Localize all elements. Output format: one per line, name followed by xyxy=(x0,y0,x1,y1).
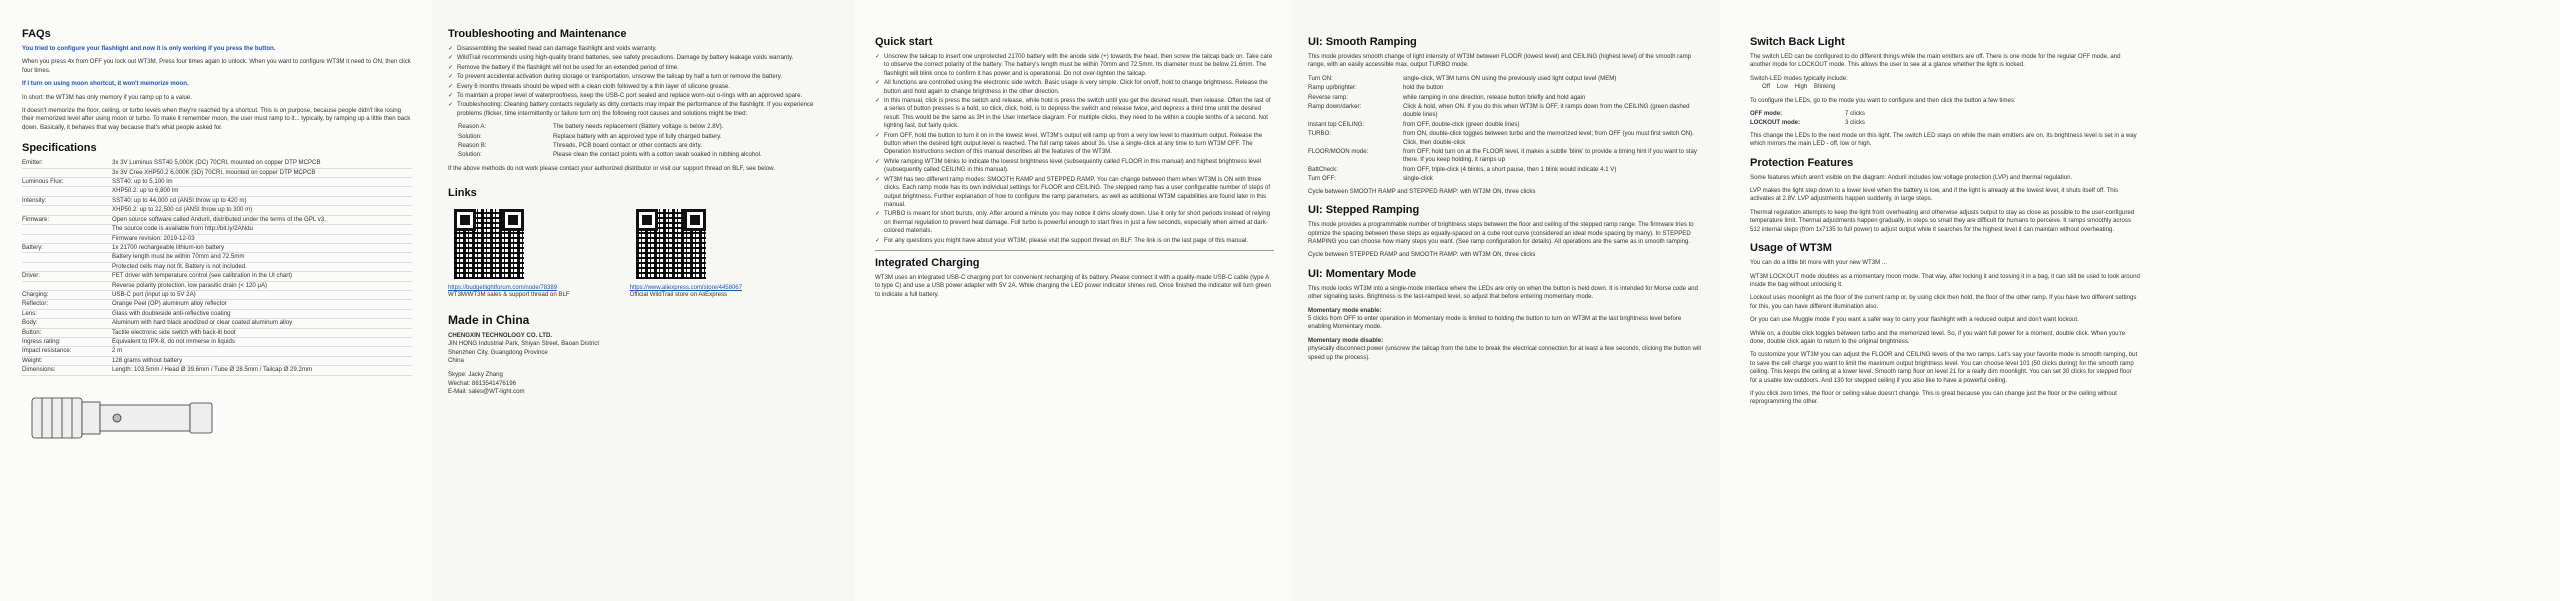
momentary-enable: 5 clicks from OFF to enter operation in Momentary mode is limited to holding the button to turn on WT3M at the last brightness level before enabling Momentary mode. xyxy=(1308,314,1682,331)
protection-p2: LVP makes the light step down to a lower level when the battery is low, and if the light is already at the lowest level, it shuts itself off. This activates at 2.8V. LVP adjustments happen suddenly, in large steps. xyxy=(1750,187,2119,203)
trouble-reasons xyxy=(448,123,839,160)
usage-p5: While on, a double click toggles between turbo and the memorized level. So, if you want full power for a moment, double click. When you're done, double click again to return to the original brightness. xyxy=(1750,329,2126,345)
smooth-key: Instant top CEILING: xyxy=(1308,120,1365,128)
spec-row xyxy=(22,329,412,338)
spec-key: Body: xyxy=(22,319,38,327)
contact-wechat: Wechat: 8613541476196 xyxy=(448,379,516,387)
spec-value: Orange Peel (OP) aluminum alloy reflector xyxy=(112,300,227,308)
spec-key xyxy=(22,225,112,233)
stepped-text: This mode provides a programmable number of brightness steps between the floor and ceiling of the stepped ramp range. The firmware tries to optimize the spacing between these steps as equally-spaced on a cube root curve (considered an ideal mode spacing by many). In STEPPED RAMPING you can choose how many steps you want. (See ramp configuration for details). All operations are the same as in smooth ramping. xyxy=(1308,221,1694,245)
faq-answer-1: When you press 4x from OFF you lock out WT3M. Press four times again to unlock. When you want to configure WT3M it need to ON, then click four times. xyxy=(22,58,411,74)
spec-row xyxy=(22,319,412,328)
page-ui-modes xyxy=(1292,0,1720,601)
spec-row xyxy=(22,291,412,300)
divider xyxy=(875,250,1274,251)
smooth-key: Ramp down/darker: xyxy=(1308,103,1362,111)
spec-value: Reverse polarity protection, low parasitic drain (< 120 μA) xyxy=(112,281,268,289)
spec-key: Luminous Flux: xyxy=(22,178,64,186)
smooth-title: UI: Smooth Ramping xyxy=(1308,36,1417,48)
smooth-row xyxy=(1308,148,1702,165)
switchlight-configure: To configure the LEDs, go to the mode you want to configure and then click the button a few times: xyxy=(1750,96,2016,104)
link-blf[interactable]: https://budgetlightforum.com/node/78389 xyxy=(448,285,558,292)
usage-p4: Or you can use Muggle mode if you want a safer way to carry your flashlight with a reduced output and don't want lockout. xyxy=(1750,316,2079,324)
spec-value: 128 grams without battery xyxy=(112,356,183,364)
spec-value: Length: 103.5mm / Head Ø 39.6mm / Tube Ø 28.5mm / Tailcap Ø 29.2mm xyxy=(112,366,313,374)
smooth-key: BattCheck: xyxy=(1308,165,1338,173)
spec-row xyxy=(22,282,412,291)
switchlight-lockout-row: LOCKOUT mode: 3 clicks xyxy=(1750,119,1865,127)
spec-row xyxy=(22,366,412,375)
spec-row xyxy=(22,244,412,253)
smooth-row xyxy=(1308,75,1702,83)
qr-code-aliexpress[interactable] xyxy=(636,209,706,279)
smooth-row xyxy=(1308,166,1702,174)
trouble-item: ✓ Every 6 months threads should be wiped with a clean cloth followed by a thin layer of silicone grease. xyxy=(457,83,839,91)
protection-p3: Thermal regulation attempts to keep the light from overheating and otherwise adjusts output to stay as close as possible to the user-configured temperature limit. Thermal adjustments happen gradually, in steps so small they are difficult for humans to perceive. It ramps smoothly across 512 internal steps (from 1x7135 to full power) to adjust output while it searches for the highest level it can maintain without overheating. xyxy=(1750,208,2135,233)
faq-answer-2: In short: the WT3M has only memory if you ramp up to a value. xyxy=(22,93,193,101)
spec-row xyxy=(22,225,412,234)
links-title: Links xyxy=(448,187,477,200)
link-aliexpress-caption: Official WildTrail store on AliExpress xyxy=(629,291,728,299)
page-troubleshooting xyxy=(432,0,855,601)
spec-key: Driver: xyxy=(22,272,40,280)
contact-skype: Skype: Jacky Zhang xyxy=(448,371,503,379)
stepped-cycle: Cycle between STEPPED RAMP and SMOOTH RAMP: with WT3M ON, three clicks xyxy=(1308,251,1536,259)
page-faq-specs xyxy=(0,0,432,601)
smooth-key: Turn OFF: xyxy=(1308,175,1336,183)
quickstart-item: ✓ While ramping WT3M blinks to indicate the lowest brightness level (subsequently called FLOOR in this manual) and highest brightness level (subsequently called CEILING in this manual). xyxy=(884,158,1274,175)
switchlight-modes: Off Low High Blinking xyxy=(1762,83,1836,91)
smooth-key: Ramp up/brighter: xyxy=(1308,84,1357,92)
trouble-title: Troubleshooting and Maintenance xyxy=(448,28,627,40)
reason-row xyxy=(458,133,839,141)
usage-p3: Lockout uses moonlight as the floor of the current ramp or, by using click then hold, the floor of the other ramp. If you have two different settings for this, you can have different illumination also. xyxy=(1750,294,2137,310)
spec-row xyxy=(22,159,412,168)
trouble-item: ✓ Remove the battery if the flashlight will not be used for an extended period of time. xyxy=(457,64,839,72)
spec-value: FET driver with temperature control (see calibration in the UI chart) xyxy=(112,272,293,280)
smooth-cycle: Cycle between SMOOTH RAMP and STEPPED RAMP: with WT3M ON, three clicks xyxy=(1308,187,1536,195)
trouble-item: ✓ To maintain a proper level of waterproofness, keep the USB-C port sealed and replace worn-out o-rings with an approved spare. xyxy=(457,92,839,100)
trouble-item: ✓ Troubleshooting: Cleaning battery contacts regularly as dirty contacts may impair the performance of the flashlight. If you experience problems (flicker, time intermittently or failure turn on) the following root causes and solutions might be tried: xyxy=(457,101,839,118)
page-features xyxy=(1720,0,2560,601)
smooth-value: from OFF, hold turn on at the FLOOR level, it makes a subtle 'blink' to provide a timing hint if you want to stay there. If you keep holding, it ramps up xyxy=(1403,148,1697,164)
spec-value: 3x 3V Luminus SST40 5,000K (DC) 70CRI, mounted on copper DTP MCPCB xyxy=(112,159,321,167)
switchlight-modes-title: Switch-LED modes typically include: xyxy=(1750,74,1848,82)
address-line-2: Shenzhen City, Guangdong Province xyxy=(448,348,548,356)
momentary-disable: physically disconnect power (unscrew the tailcap from the tube to break the electrical connection for at least a few seconds, clicking the button will speed up the process). xyxy=(1308,345,1701,361)
spec-key xyxy=(22,187,112,195)
quickstart-item: ✓ TURBO is meant for short bursts, only. After around a minute you may notice it dims slowly down. Use it only for short periods instead of relying on thermal regulation to prevent heat damage. Full turbo is powerful enough to start fires in just a few seconds, especially when aimed at dark-colored materials. xyxy=(884,210,1274,235)
reason-row xyxy=(458,142,839,150)
qr-code-blf[interactable] xyxy=(454,209,524,279)
reason-value: Threads, PCB board contact or other contacts are dirty. xyxy=(553,142,702,150)
spec-key: Weight: xyxy=(22,356,43,364)
trouble-item: ✓ WildTrail recommends using high-quality brand batteries, see safety precautions. Damage by battery leakage voids warranty. xyxy=(457,54,839,62)
protection-title: Protection Features xyxy=(1750,156,1854,169)
charging-text: WT3M uses an integrated USB-C charging port for convenient recharging of its battery. Please connect it with a quality-made USB-C cable (type A to type C) and use a USB power adapter with 5V 2A. While charging the LED power indicator shines red. Once finished the indicator will turn green to indicate a full battery. xyxy=(875,273,1271,298)
spec-value: Firmware revision: 2019-12-03 xyxy=(112,234,195,242)
spec-row xyxy=(22,235,412,244)
spec-row xyxy=(22,197,412,206)
smooth-key: TURBO: xyxy=(1308,130,1332,138)
spec-value: XHP50.2: up to 22,500 cd (ANSI throw up to 300 m) xyxy=(112,206,253,214)
spec-value: Protected cells may not fit. Battery is not included. xyxy=(112,262,247,270)
reason-row xyxy=(458,123,839,131)
spec-row xyxy=(22,310,412,319)
spec-value: Equivalent to IPX-8, do not immerse in liquids xyxy=(112,337,235,345)
smooth-key: FLOOR/MOON mode: xyxy=(1308,148,1369,156)
spec-row xyxy=(22,263,412,272)
spec-row xyxy=(22,253,412,262)
spec-row xyxy=(22,347,412,356)
spec-row xyxy=(22,169,412,178)
spec-row xyxy=(22,206,412,215)
contact-email: E-Mail: sales@WT-light.com xyxy=(448,388,525,396)
faq-title: FAQs xyxy=(22,28,51,40)
reason-key: Solution: xyxy=(458,151,482,159)
reason-key: Reason A: xyxy=(458,123,487,131)
spec-value: XHP50.2: up to 6,800 lm xyxy=(112,187,179,195)
spec-key: Battery: xyxy=(22,243,43,251)
spec-key: Firmware: xyxy=(22,215,50,223)
reason-key: Reason B: xyxy=(458,142,487,150)
spec-value: USB-C port (input up to 5V 2A) xyxy=(112,290,196,298)
reason-value: Please clean the contact points with a cotton swab soaked in rubbing alcohol. xyxy=(553,151,762,159)
usage-p2: WT3M LOCKOUT mode doubles as a momentary moon mode. That way, after locking it and tossing it in a bag, it can still be used to look around inside the bag without unlocking it. xyxy=(1750,272,2140,288)
spec-value: Battery length must be within 70mm and 72.5mm xyxy=(112,253,245,261)
spec-key: Ingress rating: xyxy=(22,337,61,345)
switchlight-text: The switch LED can be configured to do different things while the main emitters are off. There is one mode for the regular OFF mode, and another mode for LOCKOUT mode. This allows the user to see at a glance whether the light is locked. xyxy=(1750,53,2121,69)
stepped-title: UI: Stepped Ramping xyxy=(1308,204,1420,217)
spec-value: 1x 21700 rechargeable lithium-ion battery xyxy=(112,243,225,251)
smooth-table xyxy=(1308,75,1702,184)
spec-key: Reflector: xyxy=(22,300,49,308)
spec-key: Intensity: xyxy=(22,196,47,204)
spec-key: Dimensions: xyxy=(22,366,56,374)
spec-key: Charging: xyxy=(22,290,49,298)
spec-value: Open source software called Anduril, distributed under the terms of the GPL v3. xyxy=(112,215,326,223)
smooth-key: Turn ON: xyxy=(1308,74,1333,82)
trouble-footer: If the above methods do not work please contact your authorized distributor or visit our support thread on BLF, see below. xyxy=(448,164,775,172)
reason-row xyxy=(458,151,839,159)
smooth-row xyxy=(1308,121,1702,129)
switchlight-title: Switch Back Light xyxy=(1750,36,1845,48)
smooth-key: Reverse ramp: xyxy=(1308,93,1348,101)
quickstart-item: ✓ Unscrew the tailcap to insert one unprotected 21700 battery with the anode side (+) towards the head, then screw the tailcap back on. Take care to observe the correct polarity of the battery. The battery's length must be within 70mm and 72.5mm. Its diameter must be below 21.6mm. The flashlight will blink once to confirm it has power and is operational. Do not over-tighten the tailcap. xyxy=(884,53,1274,78)
smooth-row xyxy=(1308,130,1702,147)
momentary-text: This mode locks WT3M into a single-mode interface where the LEDs are only on when the button is held down. It is intended for Morse code and other signaling tasks. Brightness is the last-ramped level, so adjust that before entering momentary mode. xyxy=(1308,284,1698,301)
smooth-row xyxy=(1308,175,1702,183)
quickstart-title: Quick start xyxy=(875,36,933,48)
spec-key xyxy=(22,282,112,290)
smooth-value: from OFF, double-click (green double lines) xyxy=(1403,120,1520,128)
quickstart-item: ✓ For any questions you might have about your WT3M, please visit the support thread on BLF. The link is on the last page of this manual. xyxy=(884,237,1274,245)
reason-value: The battery needs replacement (Battery voltage is below 2.8V). xyxy=(553,123,724,131)
smooth-row xyxy=(1308,103,1702,120)
usage-p6: To customize your WT3M you can adjust the FLOOR and CEILING levels of the two ramps. Let's say your favorite mode is smooth ramping, but to save the cell charge you want to limit the maximum output brightness level. You can choose level 101 (50 clicks during) for the smooth ramp ceiling. This keeps the ceiling at a lower level. Smooth ramp floor on level 21 for a really dim moonlight. You can set 30 clicks for stepped floor for a usable low outdoors. And 130 for stepped ceiling if you also like to have a powerful ceiling. xyxy=(1750,351,2138,384)
flashlight-illustration xyxy=(22,384,222,454)
smooth-value: Click & hold, when ON. If you do this when WT3M is OFF, it ramps down from the CEILING (green dashed double lines) xyxy=(1403,103,1690,119)
usage-title: Usage of WT3M xyxy=(1750,242,1832,255)
spec-value: SST40: up to 44,000 cd (ANSI throw up to 420 m) xyxy=(112,196,247,204)
quickstart-item: ✓ WT3M has two different ramp modes: SMOOTH RAMP and STEPPED RAMP. You can change between them when WT3M is ON with three clicks. Each ramp mode has its own individual settings for FLOOR and CEILING. The stepped ramp has a user configurable number of steps of output brightness. Further explanation of how to configure the ramp parameters, as well as additional WT3M capabilities are found later in this manual. xyxy=(884,176,1274,210)
spec-key: Button: xyxy=(22,328,42,336)
spec-value: 3x 3V Cree XHP50.2 6,000K (3D) 70CRI, mounted on copper DTP MCPCB xyxy=(112,168,316,176)
faq-question-2: If I turn on using moon shortcut, it won't memorize moon. xyxy=(22,80,189,88)
spec-key: Lens: xyxy=(22,309,37,317)
link-blf-caption: WT3M/WT3M sales & support thread on BLF xyxy=(448,291,570,299)
spec-key xyxy=(22,263,112,271)
smooth-value: from ON, double-click toggles between turbo and the memorized level; from OFF (you must first switch ON). Click, then double-click xyxy=(1403,130,1694,146)
spec-value: Tactile electronic side switch with back-lit boot xyxy=(112,328,236,336)
usage-p7: If you click zero times, the floor or ceiling value doesn't change. This is great because you can change just the floor or the ceiling without reprogramming the other. xyxy=(1750,389,2117,406)
specs-table xyxy=(22,159,412,375)
momentary-title: UI: Momentary Mode xyxy=(1308,267,1417,280)
quickstart-item: ✓ All functions are controlled using the electronic side switch. Basic usage is very simple. Click for on/off, hold to change brightness. Release the button and hold again to change brightness in the other direction. xyxy=(884,79,1274,96)
spec-key xyxy=(22,169,112,177)
switchlight-off-row: OFF mode: 7 clicks xyxy=(1750,110,1865,118)
smooth-value: from OFF, triple-click (4 blinks, a short pause, then 1 blink would indicate 4.1 V) xyxy=(1403,165,1617,173)
spec-row xyxy=(22,216,412,225)
spec-row xyxy=(22,178,412,187)
spec-key xyxy=(22,253,112,261)
spec-value: Aluminum with hard black anodized or clear coated aluminum alloy xyxy=(112,319,293,327)
trouble-item: ✓ Disassembling the sealed head can damage flashlight and voids warranty. xyxy=(457,45,839,53)
momentary-disable-title: Momentary mode disable: xyxy=(1308,336,1384,344)
spec-value: The source code is available from http://bit.ly/2ANdu xyxy=(112,225,253,233)
spec-value: SST40: up to 5,100 lm xyxy=(112,178,173,186)
trouble-list xyxy=(448,45,839,118)
page-quickstart xyxy=(855,0,1292,601)
faq-answer-3: It doesn't memorize the floor, ceiling, or turbo levels when they're reached by a shortcut. This is on purpose, because people didn't like losing their memorized level after using moon or turbo. To make it remember moon, the user must ramp to it... typically, by ramping up a little then back down. Basically, it behaves that way because that's what people asked for. xyxy=(22,107,411,131)
spec-value: 2 m xyxy=(112,347,123,355)
spec-row xyxy=(22,338,412,347)
smooth-row xyxy=(1308,94,1702,102)
spec-key xyxy=(22,235,112,243)
smooth-row xyxy=(1308,84,1702,92)
spec-row xyxy=(22,272,412,281)
momentary-enable-title: Momentary mode enable: xyxy=(1308,306,1382,314)
address-line-1: JIN HONG Industrial Park, Shiyan Street, Baoan District xyxy=(448,340,600,348)
spec-key xyxy=(22,206,112,214)
reason-value: Replace battery with an approved type of fully charged battery. xyxy=(553,132,722,140)
spec-key: Impact resistance: xyxy=(22,347,72,355)
smooth-value: hold the button xyxy=(1403,84,1444,92)
switchlight-after: This change the LEDs to the next mode on this light. The switch LED stays on while the main emitters are on. Its brightness level is set in a way which mirrors the main LED - off, low or high. xyxy=(1750,131,2137,148)
address-line-3: China xyxy=(448,356,464,364)
spec-row xyxy=(22,300,412,309)
trouble-item: ✓ To prevent accidental activation during storage or transportation, unscrew the tailcap by half a turn or remove the battery. xyxy=(457,73,839,81)
protection-p1: Some features which aren't visible on the diagram: Anduril includes low voltage protection (LVP) and thermal regulation. xyxy=(1750,173,2073,181)
smooth-value: while ramping in one direction, release button briefly and hold again xyxy=(1403,93,1586,101)
company-name: CHENGXIN TECHNOLOGY CO. LTD. xyxy=(448,331,553,339)
quickstart-item: ✓ In this manual, click is press the switch and release, while hold is press the switch until you get the desired result, then release. Often the last of a series of button presses is a hold, so click, click, hold, is to depress the switch and release twice, and depress a third time until the desired result. This would be the same as 3H in the User Interface diagram. For multiple clicks, they need to be within a couple tenths of a second. Not lighting fast, but fairly quick. xyxy=(884,97,1274,131)
spec-key: Emitter: xyxy=(22,159,43,167)
charging-title: Integrated Charging xyxy=(875,256,980,269)
link-aliexpress[interactable]: https://www.aliexpress.com/store/4458067 xyxy=(629,285,742,292)
spec-row xyxy=(22,187,412,196)
smooth-value: single-click xyxy=(1403,175,1433,183)
made-title: Made in China xyxy=(448,312,530,327)
specs-title: Specifications xyxy=(22,142,97,155)
faq-question-1: You tried to configure your flashlight and now it is only working if you press the button. xyxy=(22,45,276,52)
quickstart-list xyxy=(875,53,1274,245)
quickstart-item: ✓ From OFF, hold the button to turn it on in the lowest level. WT3M's output will ramp up from a very low level to maximum output. Release the button when the desired light output level is reached. The full ramp takes about 3s. Use a single-click at any time to turn WT3M OFF. The Operation Instructions section of this manual describes all the features of the WT3M. xyxy=(884,132,1274,157)
usage-p1: You can do a little bit more with your new WT3M ... xyxy=(1750,259,1887,267)
smooth-intro: This mode provides smooth change of light intensity of WT3M between FLOOR (lowest level) and CEILING (highest level) of the smooth ramp range, with an easily accessible max. output TURBO mode. xyxy=(1308,53,1692,69)
spec-value: Glass with doubleside anti-reflective coating xyxy=(112,309,231,317)
smooth-value: single-click, WT3M turns ON using the previously used light output level (MEM) xyxy=(1403,74,1617,82)
spec-row xyxy=(22,357,412,366)
reason-key: Solution: xyxy=(458,132,482,140)
